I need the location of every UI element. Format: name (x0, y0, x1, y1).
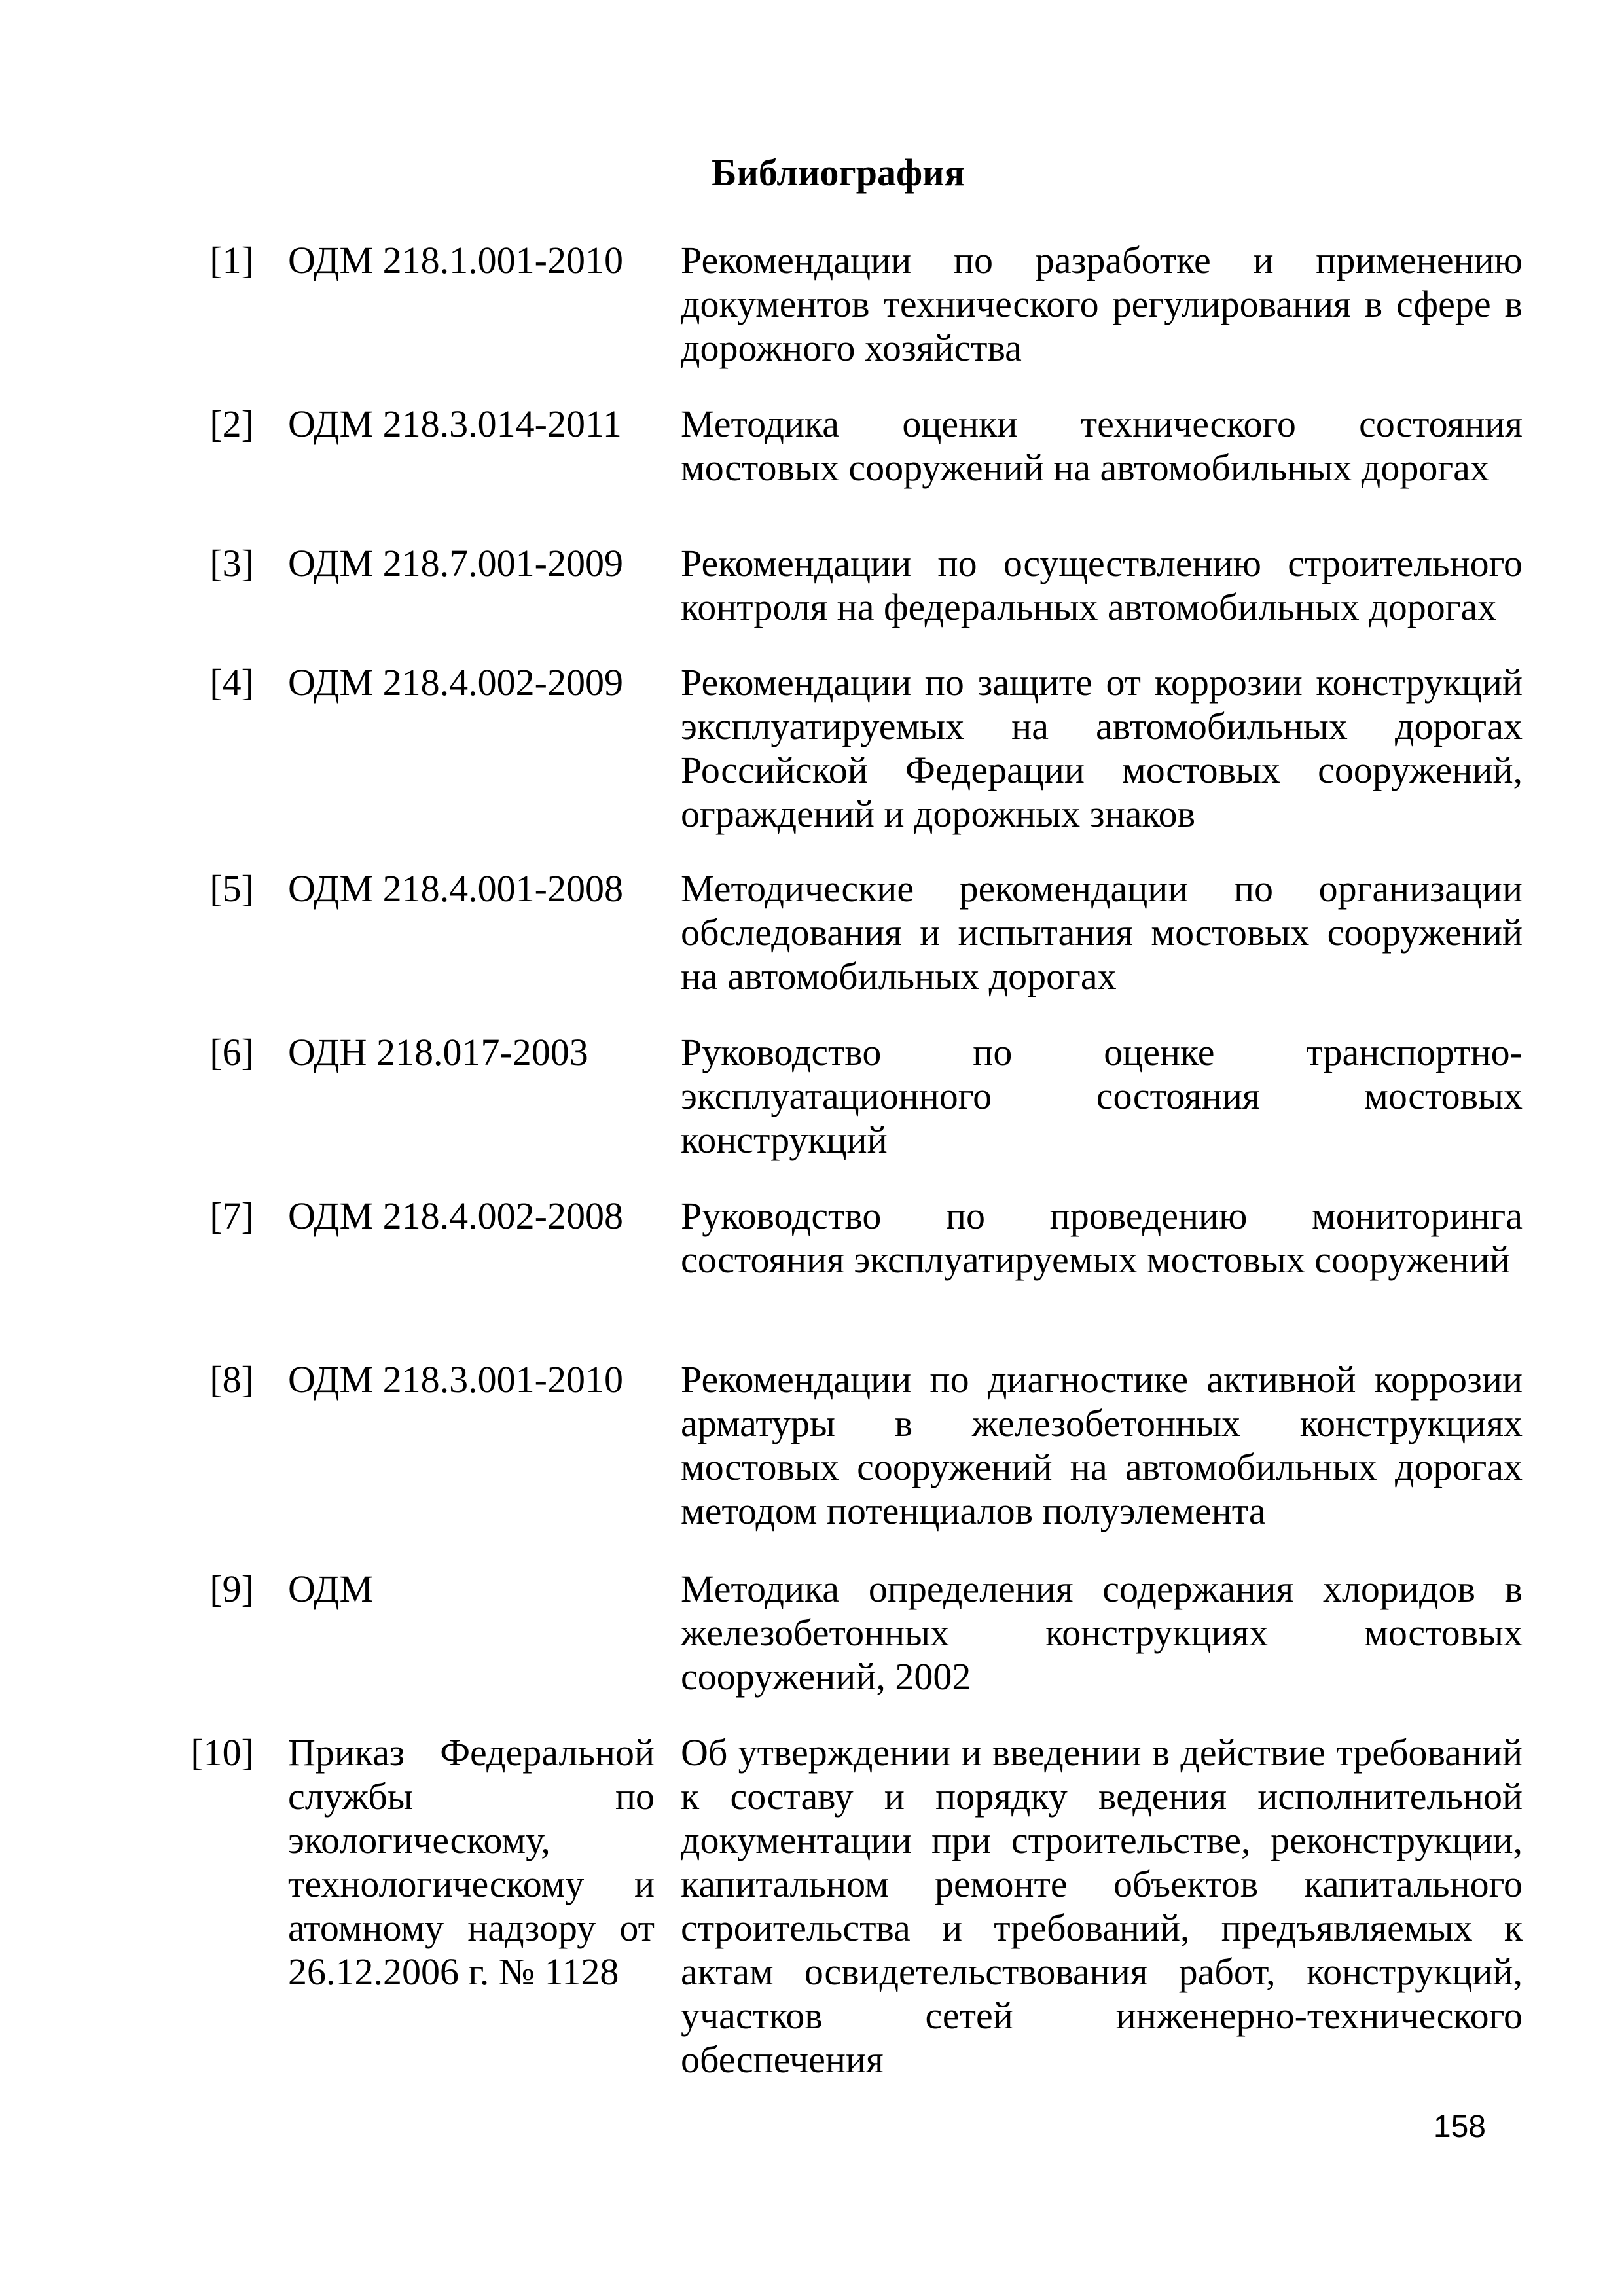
entry-number: [2] (209, 403, 254, 445)
entry-description: Об утверждении и введении в действие требований к составу и порядку ведения исполнительной документации при строительстве, реконструкции, капитальном ремонте объектов капитального строительства и требований, предъявляемых к актам освидетельствования работ, конструкций, участков сетей инженерно-технического обеспечения (681, 1731, 1523, 2081)
entry-code: ОДМ 218.7.001-2009 (288, 542, 623, 584)
entry-number: [6] (209, 1031, 254, 1073)
page-number: 158 (1433, 2109, 1486, 2144)
entry-code: ОДМ 218.3.014-2011 (288, 403, 622, 445)
entry-description: Рекомендации по диагностике активной коррозии арматуры в железобетонных конструкциях мостовых сооружений на автомобильных дорогах методом потенциалов полуэлемента (681, 1358, 1523, 1532)
entry-description: Рекомендации по защите от коррозии конструкций эксплуатируемых на автомобильных дорогах Российской Федерации мостовых сооружений, ограждений и дорожных знаков (681, 661, 1523, 835)
entry-code: ОДМ 218.4.002-2009 (288, 661, 623, 704)
page-title: Библиография (712, 151, 965, 194)
entry-code: ОДН 218.017-2003 (288, 1031, 588, 1073)
entry-code: ОДМ 218.1.001-2010 (288, 239, 623, 281)
entry-number: [8] (209, 1358, 254, 1401)
entry-number: [9] (209, 1568, 254, 1610)
entry-number: [5] (209, 867, 254, 910)
entry-description: Методика оценки технического состояния мостовых сооружений на автомобильных дорогах (681, 403, 1523, 489)
entry-description: Методика определения содержания хлоридов в железобетонных конструкциях мостовых сооружений, 2002 (681, 1568, 1523, 1698)
entry-code: ОДМ 218.3.001-2010 (288, 1358, 623, 1401)
entry-description: Рекомендации по разработке и применению документов технического регулирования в сфере в дорожного хозяйства (681, 239, 1523, 369)
entry-code: ОДМ (288, 1568, 374, 1610)
entry-number: [7] (209, 1194, 254, 1237)
entry-number: [1] (209, 239, 254, 281)
entry-number: [10] (190, 1731, 254, 1774)
entry-code: ОДМ 218.4.002-2008 (288, 1194, 623, 1237)
entry-description: Рекомендации по осуществлению строительного контроля на федеральных автомобильных дорогах (681, 542, 1523, 628)
entry-number: [4] (209, 661, 254, 704)
entry-description: Методические рекомендации по организации обследования и испытания мостовых сооружений на автомобильных дорогах (681, 867, 1523, 997)
entry-description: Руководство по проведению мониторинга состояния эксплуатируемых мостовых сооружений (681, 1194, 1523, 1281)
entry-code: ОДМ 218.4.001-2008 (288, 867, 623, 910)
entry-number: [3] (209, 542, 254, 584)
entry-description: Руководство по оценке транспортно-эксплуатационного состояния мостовых конструкций (681, 1031, 1523, 1161)
entry-code: Приказ Федеральной службы по экологическому, технологическому и атомному надзору от 26.12.2006 г. № 1128 (288, 1731, 655, 1993)
